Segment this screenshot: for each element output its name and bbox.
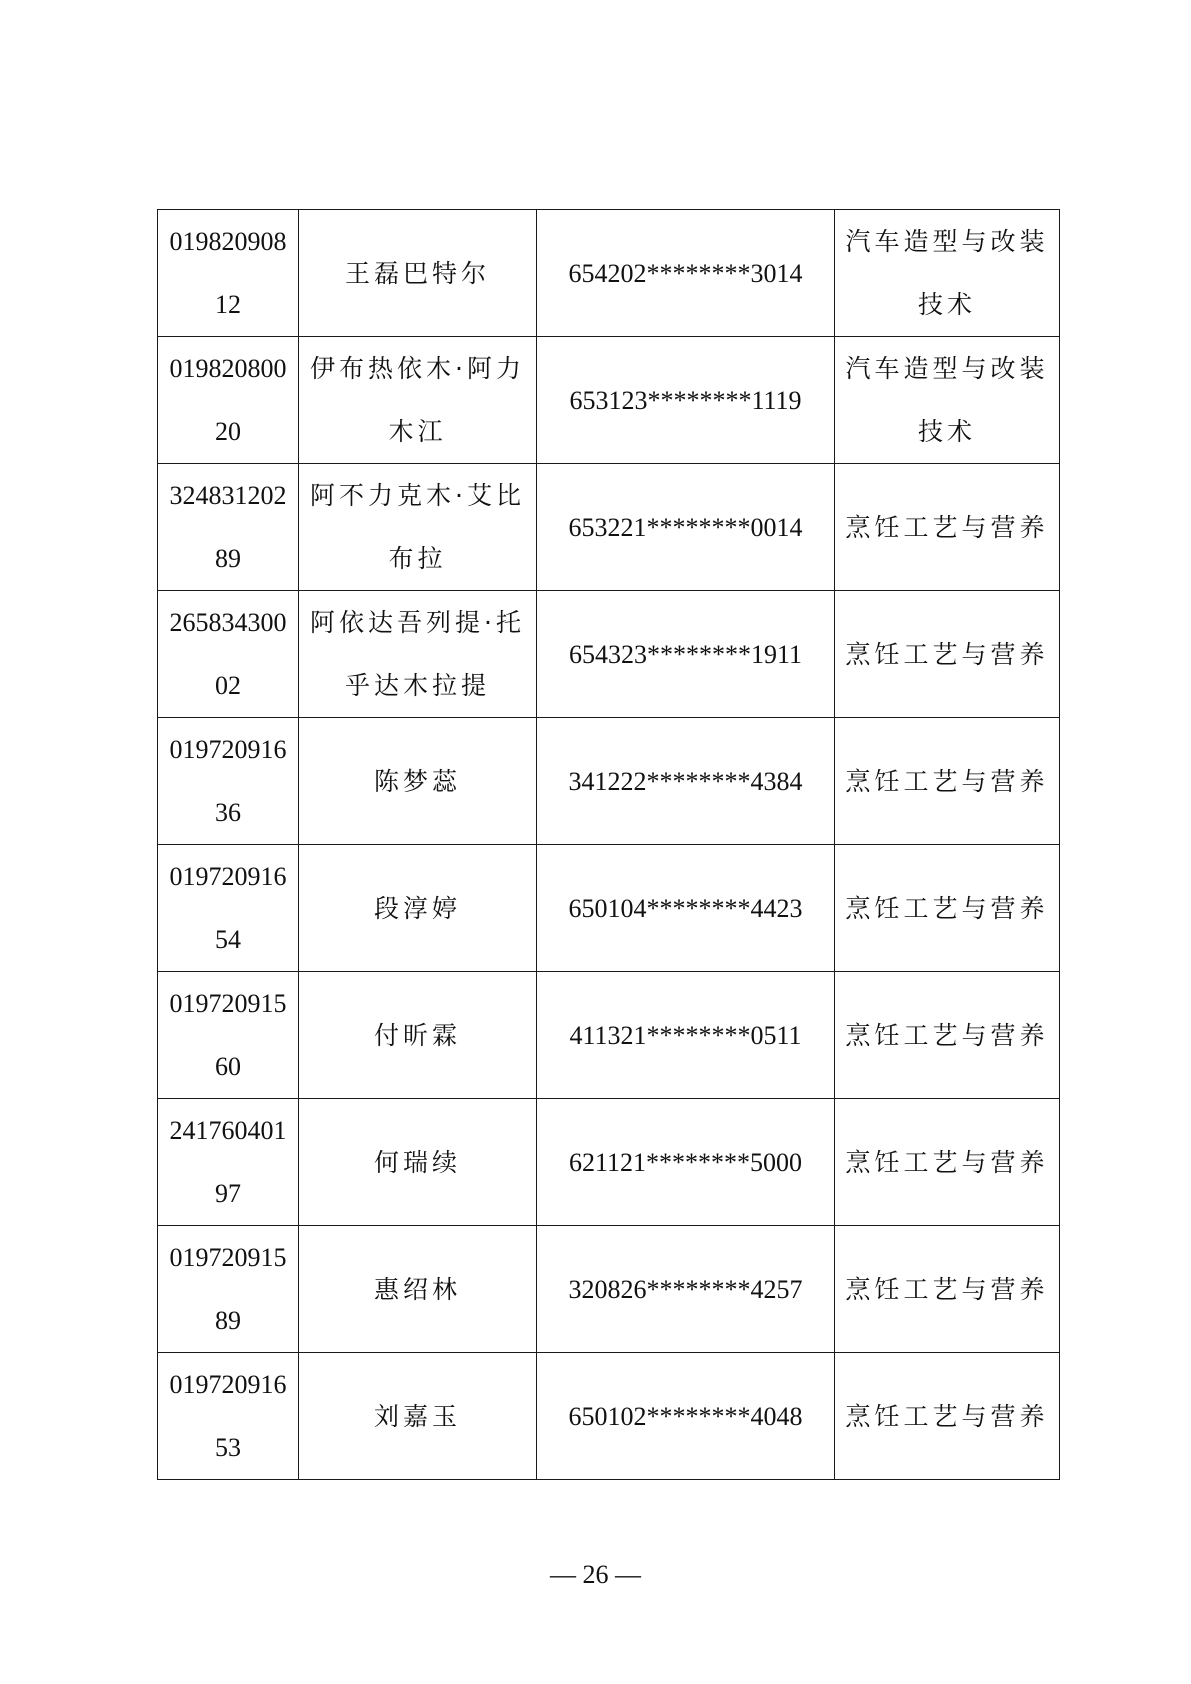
table-row	[158, 972, 1060, 1099]
id-number-cell: 654323********1911	[537, 591, 835, 718]
major-cell: 汽车造型与改装技术	[835, 210, 1060, 337]
major-cell: 烹饪工艺与营养	[835, 1353, 1060, 1480]
student-number-cell: 01972091654	[158, 845, 299, 972]
student-number-cell: 01972091653	[158, 1353, 299, 1480]
name-cell: 刘嘉玉	[299, 1353, 537, 1480]
id-number-cell: 411321********0511	[537, 972, 835, 1099]
major-cell: 烹饪工艺与营养	[835, 1099, 1060, 1226]
name-cell: 伊布热依木·阿力木江	[299, 337, 537, 464]
student-roster-table	[157, 209, 1060, 1480]
major-cell: 汽车造型与改装技术	[835, 337, 1060, 464]
name-cell: 段淳婷	[299, 845, 537, 972]
id-number-cell: 650102********4048	[537, 1353, 835, 1480]
page-number: — 26 —	[550, 1560, 641, 1589]
id-number-cell: 654202********3014	[537, 210, 835, 337]
student-number-cell: 01982080020	[158, 337, 299, 464]
id-number-cell: 621121********5000	[537, 1099, 835, 1226]
table-row	[158, 210, 1060, 337]
major-cell: 烹饪工艺与营养	[835, 845, 1060, 972]
table-row	[158, 591, 1060, 718]
major-cell: 烹饪工艺与营养	[835, 591, 1060, 718]
id-number-cell: 650104********4423	[537, 845, 835, 972]
table-row	[158, 718, 1060, 845]
student-number-cell: 32483120289	[158, 464, 299, 591]
name-cell: 阿依达吾列提·托乎达木拉提	[299, 591, 537, 718]
id-number-cell: 653221********0014	[537, 464, 835, 591]
table-row	[158, 337, 1060, 464]
student-number-cell: 01972091589	[158, 1226, 299, 1353]
student-number-cell: 01972091560	[158, 972, 299, 1099]
id-number-cell: 653123********1119	[537, 337, 835, 464]
table-row	[158, 1099, 1060, 1226]
name-cell: 何瑞续	[299, 1099, 537, 1226]
name-cell: 惠绍林	[299, 1226, 537, 1353]
id-number-cell: 341222********4384	[537, 718, 835, 845]
major-cell: 烹饪工艺与营养	[835, 464, 1060, 591]
student-number-cell: 26583430002	[158, 591, 299, 718]
table-row	[158, 1353, 1060, 1480]
name-cell: 王磊巴特尔	[299, 210, 537, 337]
table-row	[158, 1226, 1060, 1353]
name-cell: 付昕霖	[299, 972, 537, 1099]
table-row	[158, 845, 1060, 972]
id-number-cell: 320826********4257	[537, 1226, 835, 1353]
major-cell: 烹饪工艺与营养	[835, 972, 1060, 1099]
major-cell: 烹饪工艺与营养	[835, 1226, 1060, 1353]
major-cell: 烹饪工艺与营养	[835, 718, 1060, 845]
student-number-cell: 24176040197	[158, 1099, 299, 1226]
table-row	[158, 464, 1060, 591]
name-cell: 陈梦蕊	[299, 718, 537, 845]
student-number-cell: 01972091636	[158, 718, 299, 845]
name-cell: 阿不力克木·艾比布拉	[299, 464, 537, 591]
student-number-cell: 01982090812	[158, 210, 299, 337]
